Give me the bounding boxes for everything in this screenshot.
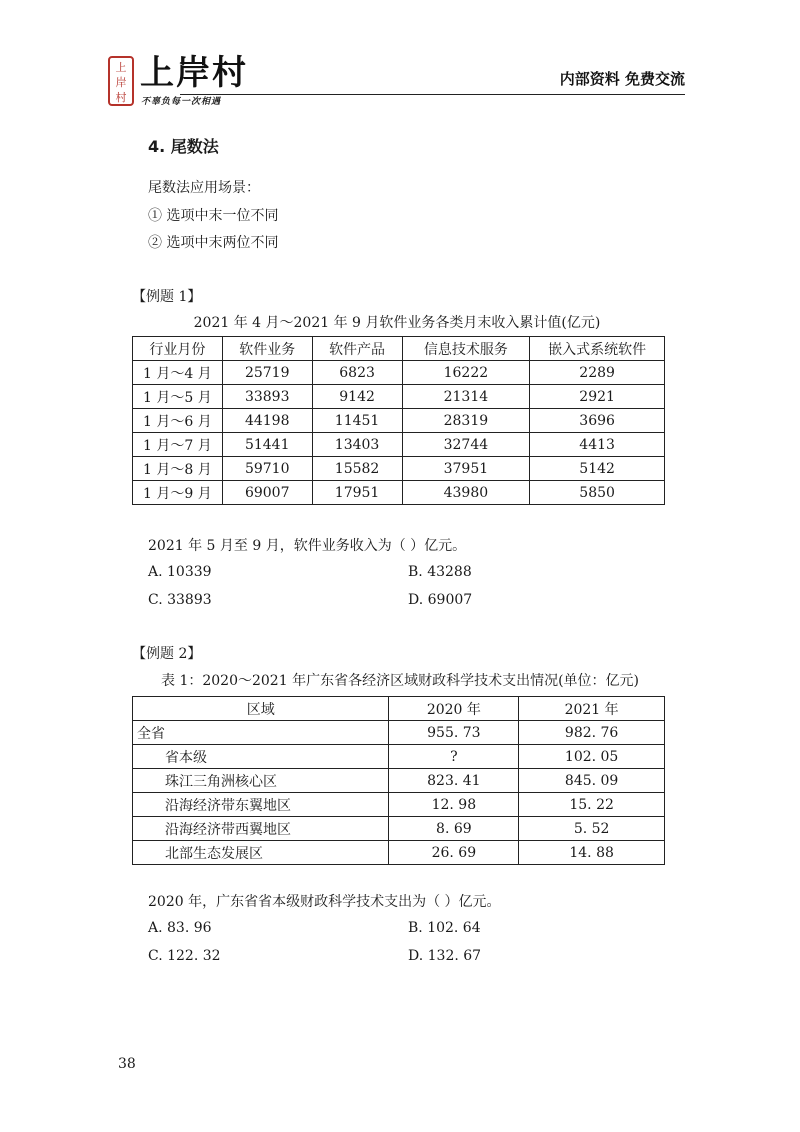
table-cell: 37951 <box>402 457 530 481</box>
example2-option-a: A. 83. 96 <box>148 920 212 936</box>
seal-text: 上岸村 <box>115 61 127 104</box>
table-cell: 2289 <box>530 361 665 385</box>
table-cell: 珠江三角洲核心区 <box>133 769 389 793</box>
table-cell: 32744 <box>402 433 530 457</box>
table-cell: 43980 <box>402 481 530 505</box>
page-number: 38 <box>118 1056 136 1072</box>
table-cell: 5850 <box>530 481 665 505</box>
table-cell: 17951 <box>312 481 402 505</box>
example1-option-a: A. 10339 <box>148 564 212 580</box>
example1-option-c: C. 33893 <box>148 592 212 608</box>
table-cell: 省本级 <box>133 745 389 769</box>
table-row <box>133 385 665 409</box>
table-cell: 6823 <box>312 361 402 385</box>
table-cell: 1 月～6 月 <box>133 409 223 433</box>
table-cell: 5. 52 <box>519 817 665 841</box>
table-cell: 沿海经济带东翼地区 <box>133 793 389 817</box>
example2-option-b: B. 102. 64 <box>408 920 481 936</box>
table-cell: 9142 <box>312 385 402 409</box>
table-cell: ? <box>389 745 519 769</box>
table-row <box>133 457 665 481</box>
example1-caption: 2021 年 4 月～2021 年 9 月软件业务各类月末收入累计值(亿元) <box>193 315 601 331</box>
table-cell: 28319 <box>402 409 530 433</box>
brand-seal-logo <box>108 56 134 106</box>
table-cell: 北部生态发展区 <box>133 841 389 865</box>
example1-table <box>132 336 665 505</box>
table-cell: 955. 73 <box>389 721 519 745</box>
table-cell: 15. 22 <box>519 793 665 817</box>
table-cell: 沿海经济带西翼地区 <box>133 817 389 841</box>
header-cell: 行业月份 <box>133 337 223 361</box>
section-title: 4. 尾数法 <box>148 137 219 156</box>
brand-slogan: 不辜负每一次相遇 <box>141 97 222 107</box>
table-cell: 823. 41 <box>389 769 519 793</box>
table-cell: 1 月～7 月 <box>133 433 223 457</box>
table-row <box>133 769 665 793</box>
header-cell: 区域 <box>133 697 389 721</box>
table-row <box>133 409 665 433</box>
table-cell: 26. 69 <box>389 841 519 865</box>
table-cell: 2921 <box>530 385 665 409</box>
table-cell: 16222 <box>402 361 530 385</box>
table-cell: 11451 <box>312 409 402 433</box>
table-cell: 1 月～5 月 <box>133 385 223 409</box>
table-cell: 21314 <box>402 385 530 409</box>
table-row <box>133 841 665 865</box>
header-cell: 2020 年 <box>389 697 519 721</box>
table-cell: 982. 76 <box>519 721 665 745</box>
table-row <box>133 361 665 385</box>
example2-option-d: D. 132. 67 <box>408 948 482 964</box>
table-header-row <box>133 337 665 361</box>
table-cell: 1 月～8 月 <box>133 457 223 481</box>
header-cell: 嵌入式系统软件 <box>530 337 665 361</box>
header-cell: 2021 年 <box>519 697 665 721</box>
example2-caption: 表 1：2020～2021 年广东省各经济区域财政科学技术支出情况(单位：亿元) <box>161 673 639 689</box>
table-cell: 1 月～9 月 <box>133 481 223 505</box>
header-divider <box>180 94 685 95</box>
table-cell: 3696 <box>530 409 665 433</box>
table-header-row <box>133 697 665 721</box>
table-cell: 25719 <box>222 361 312 385</box>
table-cell: 15582 <box>312 457 402 481</box>
table-cell: 51441 <box>222 433 312 457</box>
table-cell: 1 月～4 月 <box>133 361 223 385</box>
table-cell: 33893 <box>222 385 312 409</box>
table-cell: 8. 69 <box>389 817 519 841</box>
example2-label: 【例题 2】 <box>132 646 202 662</box>
header-cell: 软件业务 <box>222 337 312 361</box>
table-cell: 13403 <box>312 433 402 457</box>
example2-table <box>132 696 665 865</box>
table-cell: 14. 88 <box>519 841 665 865</box>
table-row <box>133 481 665 505</box>
table-cell: 59710 <box>222 457 312 481</box>
example2-option-c: C. 122. 32 <box>148 948 221 964</box>
example2-question: 2020 年，广东省省本级财政科学技术支出为（ ）亿元。 <box>148 894 501 910</box>
table-cell: 845. 09 <box>519 769 665 793</box>
table-cell: 全省 <box>133 721 389 745</box>
table-cell: 102. 05 <box>519 745 665 769</box>
example1-label: 【例题 1】 <box>132 289 202 305</box>
table-row <box>133 433 665 457</box>
example1-option-d: D. 69007 <box>408 592 473 608</box>
table-row <box>133 745 665 769</box>
table-cell: 5142 <box>530 457 665 481</box>
header-cell: 信息技术服务 <box>402 337 530 361</box>
example1-question: 2021 年 5 月至 9 月，软件业务收入为（ ）亿元。 <box>148 538 467 554</box>
table-row <box>133 817 665 841</box>
scene-label: 尾数法应用场景： <box>148 180 260 196</box>
table-cell: 44198 <box>222 409 312 433</box>
table-row <box>133 721 665 745</box>
table-cell: 69007 <box>222 481 312 505</box>
table-cell: 12. 98 <box>389 793 519 817</box>
header-right-label: 内部资料 免费交流 <box>559 70 685 88</box>
header-cell: 软件产品 <box>312 337 402 361</box>
table-cell: 4413 <box>530 433 665 457</box>
scene-item-2: ② 选项中末两位不同 <box>148 235 279 251</box>
brand-name: 上岸村 <box>140 53 248 93</box>
example1-option-b: B. 43288 <box>408 564 472 580</box>
scene-item-1: ① 选项中末一位不同 <box>148 208 279 224</box>
table-row <box>133 793 665 817</box>
